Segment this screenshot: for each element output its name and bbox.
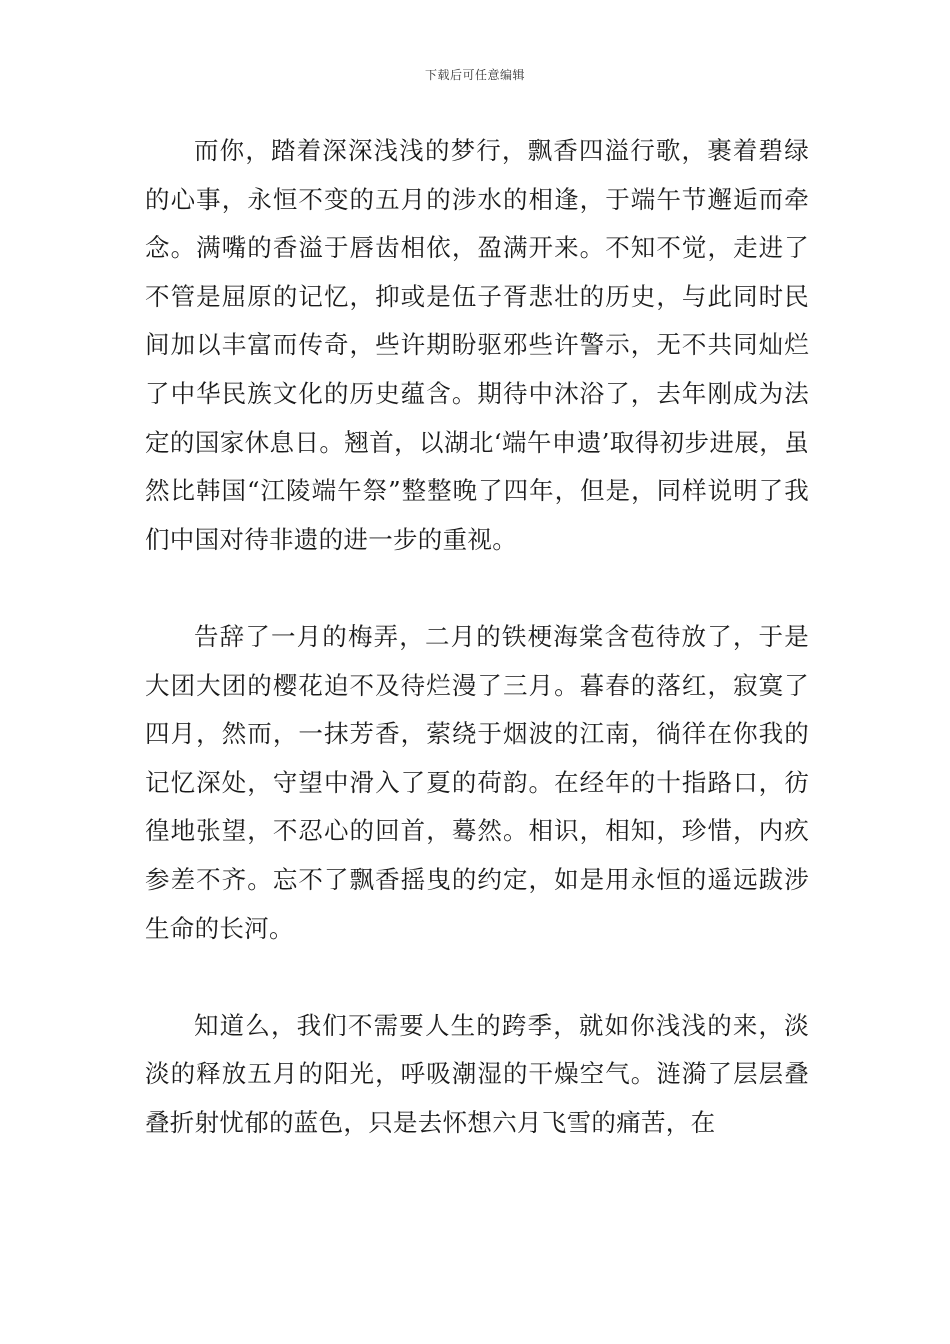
document-body [145,127,809,1147]
paragraph-2: 告辞了一月的梅弄，二月的铁梗海棠含苞待放了，于是大团大团的樱花迫不及待烂漫了三月。暮春的落红，寂寞了四月，然而，一抹芳香，萦绕于烟波的江南，徜徉在你我的记忆深处，守望中滑入了夏的荷韵。在经年的十指路口，彷徨地张望，不忍心的回首，蓦然。相识，相知，珍惜，内疚参差不齐。忘不了飘香摇曳的约定，如是用永恒的遥远跋涉生命的长河。 [145,621,809,943]
page-header-note: 下载后可任意编辑 [424,68,525,82]
paragraph-3: 知道么，我们不需要人生的跨季，就如你浅浅的来，淡淡的释放五月的阳光，呼吸潮湿的干燥空气。涟漪了层层叠叠折射忧郁的蓝色，只是去怀想六月飞雪的痛苦，在 [145,1010,809,1137]
paragraph-1: 而你，踏着深深浅浅的梦行，飘香四溢行歌，裹着碧绿的心事，永恒不变的五月的涉水的相逢，于端午节邂逅而牵念。满嘴的香溢于唇齿相依，盈满开来。不知不觉，走进了不管是屈原的记忆，抑或是伍子胥悲壮的历史，与此同时民间加以丰富而传奇，些许期盼驱邪些许警示，无不共同灿烂了中华民族文化的历史蕴含。期待中沐浴了，去年刚成为法定的国家休息日。翘首，以湖北‘端午申遗’取得初步进展，虽然比韩国“江陵端午祭”整整晚了四年，但是，同样说明了我们中国对待非遗的进一步的重视。 [145,136,809,554]
